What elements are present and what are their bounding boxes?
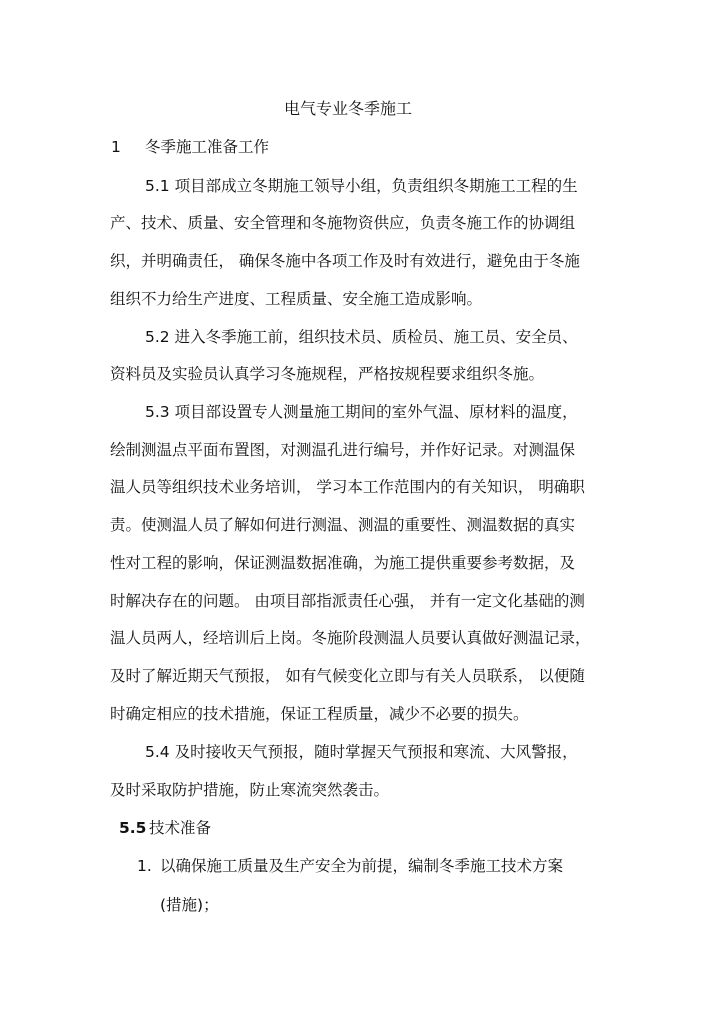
- section-1-number: 1: [111, 138, 121, 156]
- para-5-1-line-4: 组织不力给生产进度、工程质量、安全施工造成影响。: [110, 290, 483, 308]
- para-5-3-line-6: 时解决存在的问题。 由项目部指派责任心强， 并有一定文化基础的测: [110, 592, 585, 610]
- document-title: 电气专业冬季施工: [284, 99, 413, 118]
- para-5-4-line-2: 及时采取防护措施，防止寒流突然袭击。: [110, 781, 390, 799]
- para-5-3-line-4: 责。使测温人员了解如何进行测温、测温的重要性、测温数据的真实: [110, 516, 576, 534]
- para-5-3-line-9: 时确定相应的技术措施，保证工程质量，减少不必要的损失。: [110, 705, 529, 723]
- para-5-1-line-2: 产、技术、质量、安全管理和冬施物资供应，负责冬施工作的协调组: [110, 214, 576, 232]
- para-5-3-line-3: 温人员等组织技术业务培训， 学习本工作范围内的有关知识， 明确职: [110, 478, 585, 496]
- section-1-heading: 冬季施工准备工作: [145, 138, 270, 156]
- para-5-3-line-8: 及时了解近期天气预报， 如有气候变化立即与有关人员联系， 以便随: [110, 667, 585, 685]
- list-item-1-line-2: (措施)；: [160, 896, 219, 914]
- section-5-5-heading: 技术准备: [149, 819, 212, 837]
- para-5-4-line-1: 5.4 及时接收天气预报，随时掌握天气预报和寒流、大风警报，: [145, 743, 578, 761]
- list-item-1-line-1: 以确保施工质量及生产安全为前提，编制冬季施工技术方案: [160, 857, 564, 875]
- para-5-3-line-5: 性对工程的影响，保证测温数据准确，为施工提供重要参考数据，及: [110, 554, 576, 572]
- para-5-3-line-2: 绘制测温点平面布置图，对测温孔进行编号，并作好记录。对测温保: [110, 441, 576, 459]
- para-5-3-line-7: 温人员两人，经培训后上岗。冬施阶段测温人员要认真做好测温记录，: [110, 629, 591, 647]
- para-5-2-line-2: 资料员及实验员认真学习冬施规程，严格按规程要求组织冬施。: [110, 365, 545, 383]
- para-5-3-line-1: 5.3 项目部设置专人测量施工期间的室外气温、原材料的温度，: [145, 403, 578, 421]
- list-item-1-number: 1.: [137, 857, 152, 875]
- section-5-5-number: 5.5: [119, 819, 147, 837]
- para-5-1-line-3: 织，并明确责任， 确保冬施中各项工作及时有效进行，避免由于冬施: [110, 252, 580, 270]
- para-5-2-line-1: 5.2 进入冬季施工前，组织技术员、质检员、施工员、安全员、: [145, 328, 578, 346]
- para-5-1-line-1: 5.1 项目部成立冬期施工领导小组，负责组织冬期施工工程的生: [145, 177, 578, 195]
